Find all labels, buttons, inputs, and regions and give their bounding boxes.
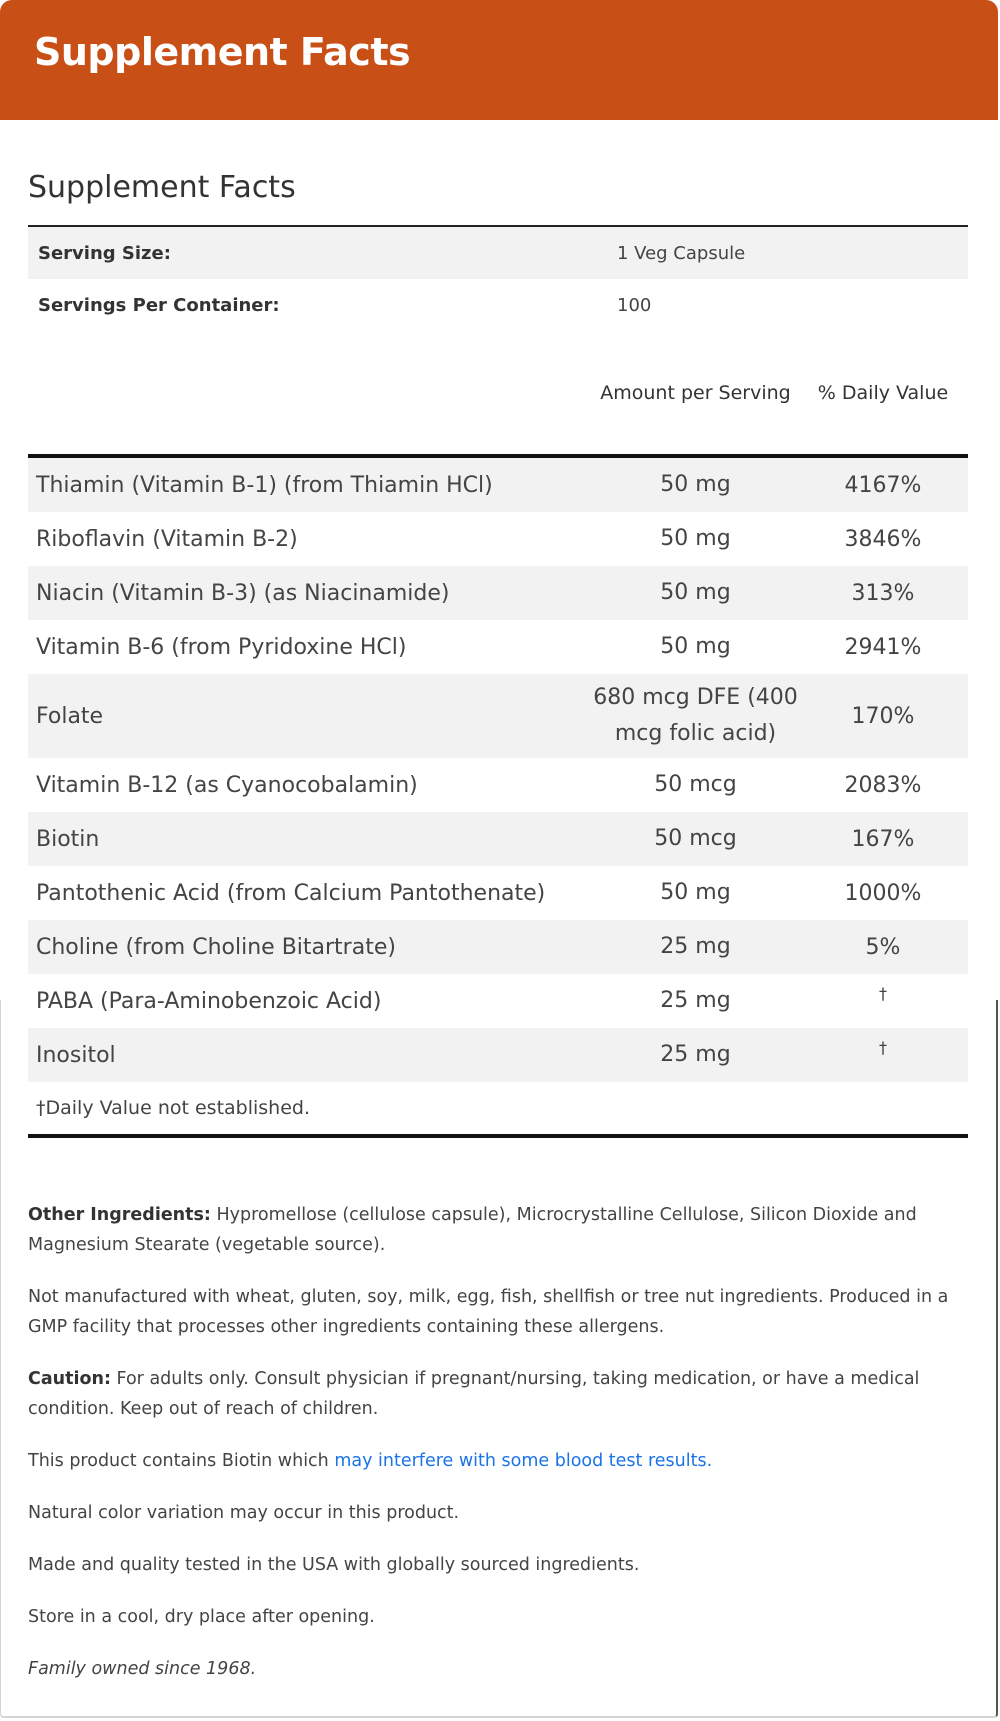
storage-note: Store in a cool, dry place after opening.: [28, 1607, 375, 1627]
caution-text: For adults only. Consult physician if pregnant/nursing, taking medication, or have a medical condition. Keep out of reach of children.: [28, 1369, 920, 1419]
nutrient-name: Niacin (Vitamin B-3) (as Niacinamide): [36, 580, 450, 606]
nutrient-name: Pantothenic Acid (from Calcium Pantothenate): [36, 880, 546, 906]
nutrient-row: [28, 866, 968, 920]
nutrient-daily-value: 5%: [865, 934, 901, 960]
nutrient-row: [28, 812, 968, 866]
header-daily-value: % Daily Value: [817, 381, 949, 404]
biotin-blood-test-link[interactable]: may interfere with some blood test results.: [334, 1451, 713, 1471]
nutrient-name: Biotin: [36, 826, 100, 852]
nutrient-row: [28, 566, 968, 620]
family-owned-note: Family owned since 1968.: [28, 1659, 257, 1679]
facts-title: Supplement Facts: [28, 170, 296, 205]
nutrient-amount: 50 mg: [660, 526, 731, 551]
nutrient-row: [28, 1028, 968, 1082]
nutrient-name: PABA (Para-Aminobenzoic Acid): [36, 988, 382, 1014]
nutrient-row: [28, 674, 968, 758]
nutrient-amount: 25 mg: [660, 988, 731, 1013]
nutrient-row: [28, 920, 968, 974]
nutrient-amount: 25 mg: [660, 1042, 731, 1067]
servings-per-container-row: [28, 279, 968, 331]
nutrient-name: Vitamin B-12 (as Cyanocobalamin): [36, 772, 418, 798]
nutrient-name: Riboflavin (Vitamin B-2): [36, 526, 298, 552]
servings-per-container-label: Servings Per Container:: [38, 294, 280, 316]
biotin-prefix: This product contains Biotin which: [28, 1451, 335, 1471]
column-headers: [28, 331, 968, 454]
notes-section: [28, 1200, 968, 1706]
nutrient-row: [28, 620, 968, 674]
nutrient-amount: 25 mg: [660, 934, 731, 959]
footnote: †Daily Value not established.: [36, 1097, 311, 1119]
nutrient-name: Inositol: [36, 1042, 116, 1068]
other-ingredients: [28, 1200, 968, 1260]
nutrient-daily-value: 1000%: [844, 880, 922, 906]
nutrient-row: [28, 512, 968, 566]
other-ingredients-label: Other Ingredients:: [28, 1205, 211, 1225]
nutrient-daily-value: 167%: [851, 826, 915, 852]
serving-size-value: 1 Veg Capsule: [617, 242, 746, 264]
nutrient-amount: 50 mg: [660, 472, 731, 497]
allergen-statement: Not manufactured with wheat, gluten, soy, milk, egg, fish, shellfish or tree nut ingredients. Produced in a GMP facility that processes other ingredients containing these allergens.: [28, 1287, 949, 1337]
nutrient-daily-value: 4167%: [844, 472, 922, 498]
nutrient-daily-value: †: [879, 983, 887, 1003]
nutrient-daily-value: 170%: [851, 703, 915, 729]
nutrient-name: Thiamin (Vitamin B-1) (from Thiamin HCl): [36, 472, 493, 498]
other-ingredients-text: Hypromellose (cellulose capsule), Microcrystalline Cellulose, Silicon Dioxide and Magnesium Stearate (vegetable source).: [28, 1205, 917, 1255]
nutrient-row: [28, 458, 968, 512]
nutrient-daily-value: †: [879, 1037, 887, 1057]
nutrient-name: Choline (from Choline Bitartrate): [36, 934, 396, 960]
nutrient-rows: [28, 458, 968, 1082]
bottom-rule: [28, 1134, 968, 1138]
caution: [28, 1364, 968, 1424]
nutrient-name: Folate: [36, 703, 104, 729]
nutrient-daily-value: 2941%: [844, 634, 922, 660]
nutrient-row: [28, 974, 968, 1028]
nutrient-amount: 50 mcg: [654, 826, 737, 851]
made-in-usa-note: Made and quality tested in the USA with globally sourced ingredients.: [28, 1555, 640, 1575]
nutrient-row: [28, 758, 968, 812]
nutrient-amount: 50 mg: [660, 634, 731, 659]
nutrient-daily-value: 313%: [851, 580, 915, 606]
caution-label: Caution:: [28, 1369, 111, 1389]
nutrient-name: Vitamin B-6 (from Pyridoxine HCl): [36, 634, 407, 660]
banner-title: Supplement Facts: [34, 30, 411, 74]
color-variation-note: Natural color variation may occur in this product.: [28, 1503, 460, 1523]
nutrient-amount: 50 mg: [660, 580, 731, 605]
nutrient-daily-value: 2083%: [844, 772, 922, 798]
nutrient-amount: 50 mg: [660, 880, 731, 905]
header-amount: Amount per Serving: [600, 381, 791, 404]
biotin-note: [28, 1446, 968, 1476]
supplement-facts-table: [28, 225, 968, 1138]
nutrient-amount: 680 mcg DFE (400 mcg folic acid): [593, 685, 798, 746]
supplement-facts-banner: [0, 0, 998, 120]
servings-per-container-value: 100: [617, 294, 652, 316]
nutrient-daily-value: 3846%: [844, 526, 922, 552]
nutrient-amount: 50 mcg: [654, 772, 737, 797]
serving-size-label: Serving Size:: [38, 242, 171, 264]
serving-size-row: [28, 227, 968, 279]
